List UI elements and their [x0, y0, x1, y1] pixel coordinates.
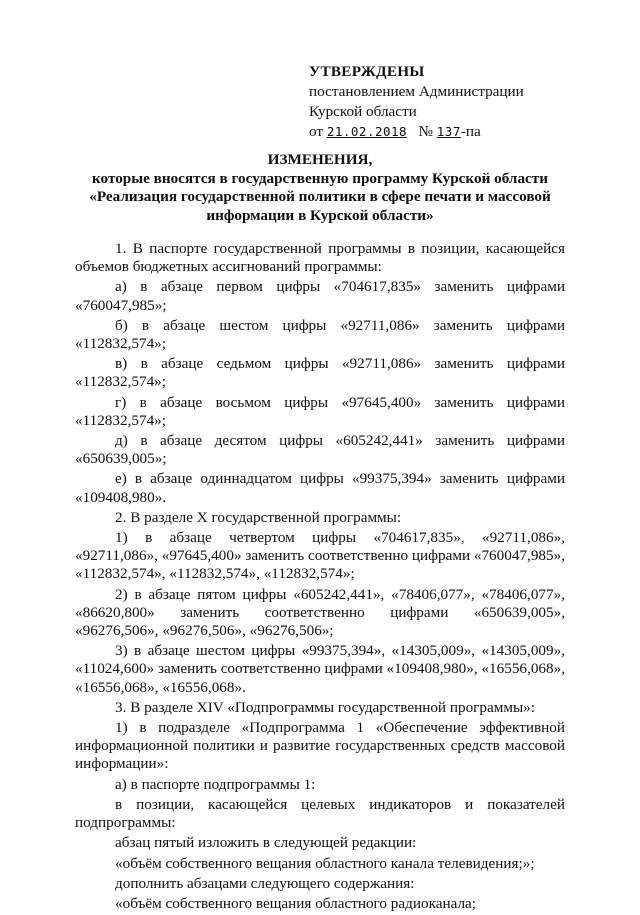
approval-line-2: Курской области: [309, 103, 417, 120]
paragraph: в) в абзаце седьмом цифры «92711,086» заменить цифрами «112832,574»;: [75, 355, 565, 391]
document-heading: [60, 151, 580, 225]
paragraph: е) в абзаце одиннадцатом цифры «99375,394» заменить цифрами «109408,980».: [75, 470, 565, 506]
approval-date-line: [309, 122, 609, 142]
approval-date: 21.02.2018: [326, 124, 408, 139]
paragraph: 2) в абзаце пятом цифры «605242,441», «78406,077», «78406,077», «86620,800» заменить соответственно цифрами «650639,005», «96276,506», «96276,506», «96276,506»;: [75, 585, 565, 640]
paragraph: «объём собственного вещания областного канала телевидения;»;: [115, 854, 535, 872]
heading-line-3: «Реализация государственной политики в сфере печати и массовой информации в Курской области»: [89, 188, 551, 224]
paragraph: 3) в абзаце шестом цифры «99375,394», «14305,009», «14305,009», «11024,600» заменить соответственно цифрами «109408,980», «16556,068», «16556,068», «16556,068».: [75, 642, 565, 696]
approval-title: УТВЕРЖДЕНЫ: [309, 63, 425, 80]
document-body: [75, 240, 565, 915]
approval-number-suffix: -па: [460, 123, 481, 140]
approval-number: 137: [436, 124, 461, 139]
paragraph: г) в абзаце восьмом цифры «97645,400» заменить цифрами «112832,574»;: [75, 393, 565, 429]
paragraph: 1) в абзаце четвертом цифры «704617,835», «92711,086», «92711,086», «97645,400» заменить соответственно цифрами «760047,985», «112832,574», «112832,574», «112832,574»;: [75, 529, 565, 583]
paragraph: 1. В паспорте государственной программы в позиции, касающейся объемов бюджетных ассигнований программы:: [75, 240, 565, 276]
paragraph: 2. В разделе X государственной программы:: [115, 508, 402, 526]
paragraph: д) в абзаце десятом цифры «605242,441» заменить цифрами «650639,005»;: [75, 432, 565, 468]
paragraph: б) в абзаце шестом цифры «92711,086» заменить цифрами «112832,574»;: [75, 316, 565, 353]
heading-title: ИЗМЕНЕНИЯ,: [267, 151, 373, 168]
heading-line-2: которые вносятся в государственную программу Курской области: [92, 169, 548, 187]
paragraph: а) в паспорте подпрограммы 1:: [115, 775, 316, 793]
paragraph: а) в абзаце первом цифры «704617,835» заменить цифрами «760047,985»;: [75, 278, 565, 314]
paragraph: дополнить абзацами следующего содержания:: [115, 874, 415, 892]
paragraph: 3. В разделе XIV «Подпрограммы государственной программы»:: [115, 698, 535, 716]
approval-number-label: №: [418, 123, 433, 140]
approval-line-1: постановлением Администрации: [309, 83, 524, 100]
paragraph: абзац пятый изложить в следующей редакции:: [115, 834, 417, 852]
approval-date-prefix: от: [309, 123, 324, 140]
paragraph: в позиции, касающейся целевых индикаторов и показателей подпрограммы:: [75, 795, 565, 832]
approval-block: [309, 62, 609, 142]
paragraph: 1) в подразделе «Подпрограмма 1 «Обеспечение эффективной информационной политики и развитие государственных средств массовой информации»:: [75, 719, 565, 773]
paragraph: «объём собственного вещания областного радиоканала;: [115, 894, 477, 912]
